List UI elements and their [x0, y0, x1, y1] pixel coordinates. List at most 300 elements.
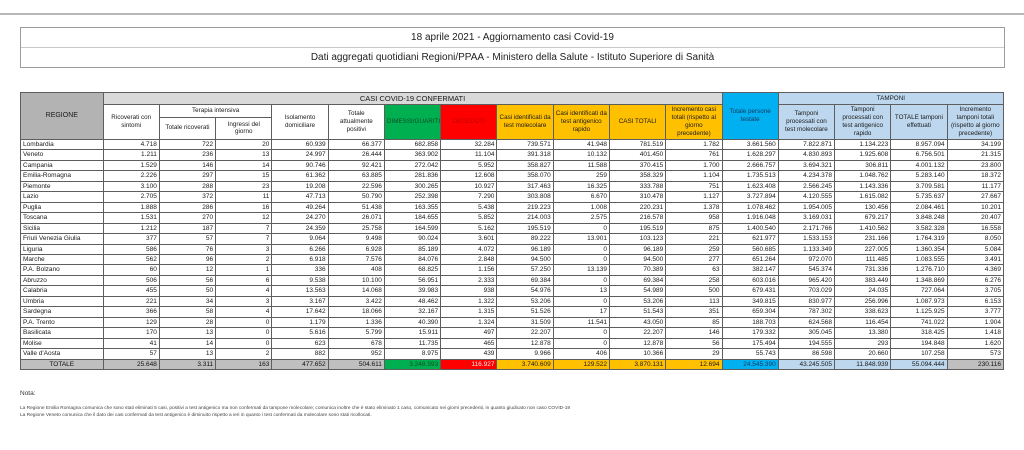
- cell: 938: [441, 286, 497, 296]
- table-row: [21, 150, 1004, 160]
- cell: 3.311: [159, 359, 215, 369]
- cell: 586: [103, 244, 159, 254]
- report-subtitle: Dati aggregati quotidiani Regioni/PPAA - Ministero della Salute - Istituto Superiore di Sanità: [310, 52, 715, 63]
- cell: 288: [159, 181, 215, 191]
- cell: 1.048.762: [835, 171, 891, 181]
- cell: 3.601: [441, 234, 497, 244]
- cell: 90.746: [272, 160, 328, 170]
- cell: 39.983: [384, 286, 440, 296]
- cell: 179.332: [722, 328, 778, 338]
- cell: 401.450: [609, 150, 665, 160]
- cell: 297: [159, 171, 215, 181]
- cell: 408: [328, 265, 384, 275]
- cell: 349.815: [722, 296, 778, 306]
- cell: 300.265: [384, 181, 440, 191]
- cell: 69.384: [497, 275, 553, 285]
- cell: 22.596: [328, 181, 384, 191]
- region-name: Friuli Venezia Giulia: [21, 234, 104, 244]
- cell: 0: [553, 296, 609, 306]
- cell: 1.700: [666, 160, 722, 170]
- table-row: [21, 328, 1004, 338]
- table-row: [21, 223, 1004, 233]
- cell: 727.064: [891, 286, 947, 296]
- cell: 4.830.893: [778, 150, 834, 160]
- cell: 1.888: [103, 202, 159, 212]
- cell: 2.226: [103, 171, 159, 181]
- cell: 10.132: [553, 150, 609, 160]
- table-row: [21, 275, 1004, 285]
- cell: 739.571: [497, 139, 553, 149]
- cell: 68.825: [384, 265, 440, 275]
- cell: 1.078.462: [722, 202, 778, 212]
- region-name: P.A. Trento: [21, 317, 104, 327]
- cell: 14.068: [328, 286, 384, 296]
- cell: 1.083.555: [891, 254, 947, 264]
- cell: 6.928: [328, 244, 384, 254]
- cell: 0: [553, 275, 609, 285]
- cell: 1.179: [272, 317, 328, 327]
- cell: 69.384: [609, 275, 665, 285]
- column-header-regione: REGIONE: [21, 93, 104, 140]
- region-name: Molise: [21, 338, 104, 348]
- cell: 259: [666, 244, 722, 254]
- cell: 3.870.131: [609, 359, 665, 369]
- cell: 751: [666, 181, 722, 191]
- cell: 1.324: [441, 317, 497, 327]
- cell: 56: [159, 275, 215, 285]
- note-line-2: La Regione Veneto comunica che il dato dei casi confermati da test antigenico è diminuito rispetto a ieri in quanto i test confermati da molecolare sono stati ricollocati.: [20, 413, 372, 419]
- region-name: Sicilia: [21, 223, 104, 233]
- table-row: [21, 244, 1004, 254]
- cell: 1.104: [666, 171, 722, 181]
- total-row: [21, 359, 1004, 369]
- cell: 2.171.766: [778, 223, 834, 233]
- cell: 13: [159, 328, 215, 338]
- cell: 391.318: [497, 150, 553, 160]
- cell: 306.811: [835, 160, 891, 170]
- cell: 40.390: [384, 317, 440, 327]
- cell: 4: [216, 286, 272, 296]
- cell: 1.782: [666, 139, 722, 149]
- table-body: [21, 139, 1004, 369]
- cell: 12.608: [441, 171, 497, 181]
- cell: 1: [216, 265, 272, 275]
- cell: 1.628.297: [722, 150, 778, 160]
- cell: 4.369: [947, 265, 1003, 275]
- column-header-ti-ingressi: Ingressi del giorno: [216, 118, 272, 140]
- table-row: [21, 317, 1004, 327]
- cell: 70.389: [609, 265, 665, 275]
- cell: 13.901: [553, 234, 609, 244]
- cell: 13.139: [553, 265, 609, 275]
- region-name: Valle d'Aosta: [21, 349, 104, 359]
- region-name: Emilia-Romagna: [21, 171, 104, 181]
- cell: 24.997: [272, 150, 328, 160]
- cell: 9.966: [497, 349, 553, 359]
- cell: 107.258: [891, 349, 947, 359]
- cell: 94.500: [497, 254, 553, 264]
- cell: 3.705: [947, 286, 1003, 296]
- cell: 53.206: [497, 296, 553, 306]
- cell: 3.777: [947, 307, 1003, 317]
- cell: 11.848.939: [835, 359, 891, 369]
- cell: 26.071: [328, 213, 384, 223]
- cell: 1.764.319: [891, 234, 947, 244]
- cell: 34: [159, 296, 215, 306]
- cell: 761: [666, 150, 722, 160]
- cell: 47.713: [272, 192, 328, 202]
- cell: 1.127: [666, 192, 722, 202]
- title-box: [20, 27, 1005, 68]
- cell: 1.925.608: [835, 150, 891, 160]
- cell: 406: [553, 349, 609, 359]
- cell: 32.284: [441, 139, 497, 149]
- cell: 94.500: [609, 254, 665, 264]
- column-header-casi-totali: CASI TOTALI: [609, 105, 665, 139]
- cell: 562: [103, 254, 159, 264]
- covid-data-table: [20, 92, 1004, 370]
- group-header-tamponi: TAMPONI: [778, 93, 1003, 105]
- cell: 11: [216, 192, 272, 202]
- cell: 1.533.153: [778, 234, 834, 244]
- cell: 3.248.593: [384, 359, 440, 369]
- table-row: [21, 349, 1004, 359]
- cell: 1.212: [103, 223, 159, 233]
- cell: 5.162: [441, 223, 497, 233]
- cell: 15: [216, 171, 272, 181]
- cell: 17.642: [272, 307, 328, 317]
- cell: 2: [216, 349, 272, 359]
- notes-section: [20, 390, 1004, 419]
- table-row: [21, 202, 1004, 212]
- cell: 603.016: [722, 275, 778, 285]
- table-row: [21, 286, 1004, 296]
- cell: 1.531: [103, 213, 159, 223]
- cell: 1.133.349: [778, 244, 834, 254]
- cell: 497: [441, 328, 497, 338]
- cell: 1.620: [947, 338, 1003, 348]
- cell: 26.444: [328, 150, 384, 160]
- cell: 85.189: [384, 244, 440, 254]
- cell: 55.743: [722, 349, 778, 359]
- cell: 90.024: [384, 234, 440, 244]
- cell: 12.694: [666, 359, 722, 369]
- cell: 6: [216, 275, 272, 285]
- column-header-ricoverati: Ricoverati con sintomi: [103, 105, 159, 139]
- cell: 20.407: [947, 213, 1003, 223]
- cell: 8.975: [384, 349, 440, 359]
- cell: 129: [103, 317, 159, 327]
- cell: 19.208: [272, 181, 328, 191]
- cell: 4.718: [103, 139, 159, 149]
- top-divider: [0, 13, 1024, 15]
- cell: 66.377: [328, 139, 384, 149]
- cell: 96.189: [497, 244, 553, 254]
- cell: 1.348.869: [891, 275, 947, 285]
- cell: 6.756.501: [891, 150, 947, 160]
- cell: 439: [441, 349, 497, 359]
- cell: 7.576: [328, 254, 384, 264]
- cell: 195.519: [609, 223, 665, 233]
- cell: 703.029: [778, 286, 834, 296]
- cell: 8.957.094: [891, 139, 947, 149]
- table-row: [21, 307, 1004, 317]
- cell: 7.822.871: [778, 139, 834, 149]
- cell: 351: [666, 307, 722, 317]
- column-header-casi-antigenico: Casi identificati da test antigenico rapido: [553, 105, 609, 139]
- cell: 24.035: [835, 286, 891, 296]
- cell: 16: [216, 202, 272, 212]
- cell: 272.042: [384, 160, 440, 170]
- cell: 1.315: [441, 307, 497, 317]
- group-header-casi-confermati: CASI COVID-19 CONFERMATI: [103, 93, 722, 105]
- cell: 965.420: [778, 275, 834, 285]
- cell: 214.003: [497, 213, 553, 223]
- cell: 236: [159, 150, 215, 160]
- cell: 25.758: [328, 223, 384, 233]
- cell: 12: [159, 265, 215, 275]
- cell: 20: [216, 139, 272, 149]
- region-name: Liguria: [21, 244, 104, 254]
- cell: 1.735.513: [722, 171, 778, 181]
- cell: 170: [103, 328, 159, 338]
- cell: 3.740.609: [497, 359, 553, 369]
- cell: 12.878: [497, 338, 553, 348]
- cell: 1.623.408: [722, 181, 778, 191]
- cell: 27.667: [947, 192, 1003, 202]
- column-header-incremento-tamponi: Incremento tamponi totali (rispetto al giorno precedente): [947, 105, 1003, 139]
- cell: 48.462: [384, 296, 440, 306]
- cell: 15.911: [384, 328, 440, 338]
- cell: 57: [103, 349, 159, 359]
- cell: 3.422: [328, 296, 384, 306]
- cell: 731.336: [835, 265, 891, 275]
- cell: 0: [216, 328, 272, 338]
- cell: 477.652: [272, 359, 328, 369]
- cell: 455: [103, 286, 159, 296]
- cell: 6.266: [272, 244, 328, 254]
- cell: 0: [553, 254, 609, 264]
- cell: 2.848: [441, 254, 497, 264]
- column-header-deceduti: DECEDUTI: [441, 105, 497, 139]
- cell: 1.087.973: [891, 296, 947, 306]
- cell: 1.904: [947, 317, 1003, 327]
- cell: 187: [159, 223, 215, 233]
- cell: 1.916.048: [722, 213, 778, 223]
- cell: 5.735.637: [891, 192, 947, 202]
- cell: 6.670: [553, 192, 609, 202]
- cell: 17: [553, 307, 609, 317]
- cell: 13: [553, 286, 609, 296]
- cell: 659.304: [722, 307, 778, 317]
- cell: 0: [553, 338, 609, 348]
- table-row: [21, 181, 1004, 191]
- cell: 16.325: [553, 181, 609, 191]
- cell: 787.302: [778, 307, 834, 317]
- cell: 21.315: [947, 150, 1003, 160]
- cell: 89.222: [497, 234, 553, 244]
- cell: 382.147: [722, 265, 778, 275]
- cell: 1.336: [328, 317, 384, 327]
- cell: 366: [103, 307, 159, 317]
- cell: 1.615.082: [835, 192, 891, 202]
- cell: 3.582.328: [891, 223, 947, 233]
- cell: 621.977: [722, 234, 778, 244]
- table-row: [21, 265, 1004, 275]
- cell: 286: [159, 202, 215, 212]
- region-name: Basilicata: [21, 328, 104, 338]
- cell: 220.231: [609, 202, 665, 212]
- column-header-isolamento: Isolamento domiciliare: [272, 105, 328, 139]
- cell: 2.575: [553, 213, 609, 223]
- cell: 227.005: [835, 244, 891, 254]
- region-name: Umbria: [21, 296, 104, 306]
- cell: 51.543: [609, 307, 665, 317]
- region-name: Veneto: [21, 150, 104, 160]
- table-row: [21, 160, 1004, 170]
- cell: 13: [159, 349, 215, 359]
- cell: 270: [159, 213, 215, 223]
- cell: 830.977: [778, 296, 834, 306]
- cell: 24.270: [272, 213, 328, 223]
- cell: 5.616: [272, 328, 328, 338]
- cell: 0: [553, 244, 609, 254]
- cell: 221: [103, 296, 159, 306]
- cell: 4: [216, 307, 272, 317]
- cell: 61.362: [272, 171, 328, 181]
- cell: 252.398: [384, 192, 440, 202]
- cell: 63: [666, 265, 722, 275]
- cell: 216.578: [609, 213, 665, 223]
- cell: 175.494: [722, 338, 778, 348]
- cell: 24.545.390: [722, 359, 778, 369]
- cell: 506: [103, 275, 159, 285]
- cell: 277: [666, 254, 722, 264]
- cell: 1.418: [947, 328, 1003, 338]
- cell: 6.918: [272, 254, 328, 264]
- cell: 281.836: [384, 171, 440, 181]
- cell: 14: [216, 160, 272, 170]
- cell: 1.134.223: [835, 139, 891, 149]
- cell: 1.156: [441, 265, 497, 275]
- cell: 31.509: [497, 317, 553, 327]
- cell: 3.694.321: [778, 160, 834, 170]
- cell: 6.153: [947, 296, 1003, 306]
- cell: 651.264: [722, 254, 778, 264]
- region-name: Lazio: [21, 192, 104, 202]
- cell: 358.827: [497, 160, 553, 170]
- note-title: Nota:: [20, 390, 36, 397]
- cell: 11.735: [384, 338, 440, 348]
- cell: 1.125.925: [891, 307, 947, 317]
- cell: 41.948: [553, 139, 609, 149]
- cell: 679.431: [722, 286, 778, 296]
- cell: 163: [216, 359, 272, 369]
- cell: 310.478: [609, 192, 665, 202]
- cell: 1.276.710: [891, 265, 947, 275]
- cell: 624.568: [778, 317, 834, 327]
- cell: 1.008: [553, 202, 609, 212]
- cell: 57: [159, 234, 215, 244]
- cell: 84.076: [384, 254, 440, 264]
- cell: 221: [666, 234, 722, 244]
- cell: 7: [216, 223, 272, 233]
- cell: 3.661.560: [722, 139, 778, 149]
- cell: 195.519: [497, 223, 553, 233]
- region-name: Lombardia: [21, 139, 104, 149]
- cell: 882: [272, 349, 328, 359]
- table-row: [21, 234, 1004, 244]
- cell: 363.902: [384, 150, 440, 160]
- cell: 0: [216, 338, 272, 348]
- region-name: Sardegna: [21, 307, 104, 317]
- cell: 1.410.562: [835, 223, 891, 233]
- cell: 86.598: [778, 349, 834, 359]
- cell: 259: [553, 171, 609, 181]
- cell: 10.100: [328, 275, 384, 285]
- cell: 55.094.444: [891, 359, 947, 369]
- cell: 4.001.132: [891, 160, 947, 170]
- cell: 875: [666, 223, 722, 233]
- cell: 22.207: [497, 328, 553, 338]
- cell: 43.245.505: [778, 359, 834, 369]
- region-name: Calabria: [21, 286, 104, 296]
- cell: 2.566.245: [778, 181, 834, 191]
- column-header-persone-testate: Totale persone testate: [722, 93, 778, 140]
- cell: 146: [666, 328, 722, 338]
- column-header-casi-molecolare: Casi identificati da test molecolare: [497, 105, 553, 139]
- cell: 54.976: [497, 286, 553, 296]
- cell: 25.648: [103, 359, 159, 369]
- cell: 11.588: [553, 160, 609, 170]
- cell: 103.123: [609, 234, 665, 244]
- cell: 116.454: [835, 317, 891, 327]
- column-header-tamponi-molecolare: Tamponi processati con test molecolare: [778, 105, 834, 139]
- cell: 57.250: [497, 265, 553, 275]
- cell: 29: [666, 349, 722, 359]
- cell: 188.703: [722, 317, 778, 327]
- cell: 679.217: [835, 213, 891, 223]
- cell: 111.485: [835, 254, 891, 264]
- cell: 5.084: [947, 244, 1003, 254]
- cell: 10.927: [441, 181, 497, 191]
- table-row: [21, 192, 1004, 202]
- cell: 383.449: [835, 275, 891, 285]
- report-title: 18 aprile 2021 - Aggiornamento casi Covid-19: [21, 28, 1004, 48]
- cell: 741.022: [891, 317, 947, 327]
- cell: 76: [159, 244, 215, 254]
- cell: 49.264: [272, 202, 328, 212]
- cell: 11.177: [947, 181, 1003, 191]
- cell: 358.329: [609, 171, 665, 181]
- cell: 22.207: [609, 328, 665, 338]
- cell: 560.685: [722, 244, 778, 254]
- cell: 1.400.540: [722, 223, 778, 233]
- table-row: [21, 139, 1004, 149]
- cell: 7.290: [441, 192, 497, 202]
- table-row: [21, 213, 1004, 223]
- cell: 163.355: [384, 202, 440, 212]
- cell: 952: [328, 349, 384, 359]
- cell: 958: [666, 213, 722, 223]
- cell: 184.655: [384, 213, 440, 223]
- cell: 372: [159, 192, 215, 202]
- cell: 5.283.140: [891, 171, 947, 181]
- cell: 54.989: [609, 286, 665, 296]
- table-row: [21, 338, 1004, 348]
- cell: 678: [328, 338, 384, 348]
- column-header-attualmente-positivi: Totale attualmente positivi: [328, 105, 384, 139]
